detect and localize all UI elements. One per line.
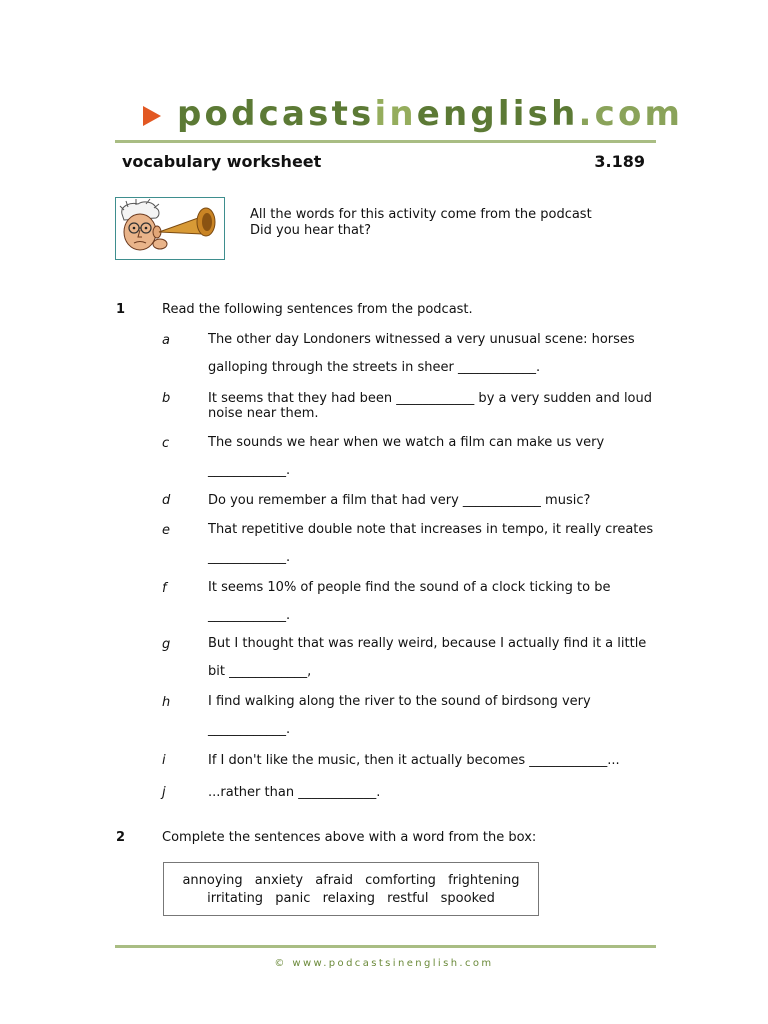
- word-anxiety: anxiety: [254, 873, 304, 888]
- logo-part-com: .com: [578, 94, 684, 134]
- item-h-text: I find walking along the river to the sound of birdsong very ____________.: [208, 694, 591, 737]
- logo-wordmark: [177, 94, 683, 134]
- item-g-letter: g: [162, 637, 171, 652]
- worksheet-title: vocabulary worksheet: [122, 152, 322, 171]
- item-c-letter: c: [162, 436, 170, 451]
- item-j-text: ...rather than ____________.: [208, 785, 381, 800]
- intro-line-2: Did you hear that?: [250, 223, 372, 238]
- word-spooked: spooked: [440, 891, 495, 906]
- logo-part-in: in: [374, 94, 417, 134]
- word-comforting: comforting: [365, 873, 436, 888]
- item-i-letter: i: [162, 753, 166, 768]
- item-a-text: The other day Londoners witnessed a very unusual scene: horses galloping through the streets in sheer ____________.: [208, 332, 635, 375]
- item-h-letter: h: [162, 695, 171, 710]
- logo-part-podcasts: podcasts: [177, 94, 375, 134]
- question-2-text: Complete the sentences above with a word from the box:: [162, 830, 537, 845]
- item-j-letter: j: [162, 785, 166, 800]
- item-a-letter: a: [162, 333, 170, 348]
- site-logo: [143, 92, 683, 136]
- item-i-text: If I don't like the music, then it actually becomes ____________...: [208, 753, 620, 768]
- intro-text: [250, 207, 592, 239]
- illustration-svg: [116, 198, 224, 259]
- item-c-text: The sounds we hear when we watch a film can make us very ____________.: [208, 435, 605, 478]
- item-b-text: It seems that they had been ____________ by a very sudden and loud noise near them.: [208, 391, 653, 421]
- intro-line-1: All the words for this activity come from the podcast: [250, 207, 592, 222]
- word-box-row-2: [164, 890, 538, 908]
- word-relaxing: relaxing: [322, 891, 375, 906]
- word-afraid: afraid: [315, 873, 353, 888]
- item-d-text: Do you remember a film that had very ____________ music?: [208, 493, 591, 508]
- play-arrow-icon: [143, 106, 161, 126]
- item-f-text: It seems 10% of people find the sound of a clock ticking to be ____________.: [208, 580, 611, 623]
- header-divider: [115, 140, 656, 143]
- word-irritating: irritating: [207, 891, 264, 906]
- question-2-number: 2: [116, 830, 126, 845]
- question-1-text: Read the following sentences from the podcast.: [162, 302, 473, 317]
- word-panic: panic: [275, 891, 311, 906]
- word-box: [163, 862, 539, 916]
- item-e-letter: e: [162, 523, 170, 538]
- item-b-letter: b: [162, 391, 171, 406]
- footer-copyright: © www.podcastsinenglish.com: [274, 958, 494, 969]
- word-annoying: annoying: [182, 873, 243, 888]
- old-man-ear-trumpet-illustration: [115, 197, 225, 260]
- logo-part-english: english: [416, 94, 579, 134]
- item-e-text: That repetitive double note that increases in tempo, it really creates ____________.: [208, 522, 654, 565]
- item-f-letter: f: [162, 581, 167, 596]
- question-1-number: 1: [116, 302, 126, 317]
- item-d-letter: d: [162, 493, 171, 508]
- item-g-text: But I thought that was really weird, because I actually find it a little bit ____________,: [208, 636, 647, 679]
- footer-divider: [115, 945, 656, 948]
- worksheet-number: 3.189: [594, 152, 645, 171]
- word-frightening: frightening: [448, 873, 520, 888]
- word-box-row-1: [164, 872, 538, 890]
- word-restful: restful: [387, 891, 429, 906]
